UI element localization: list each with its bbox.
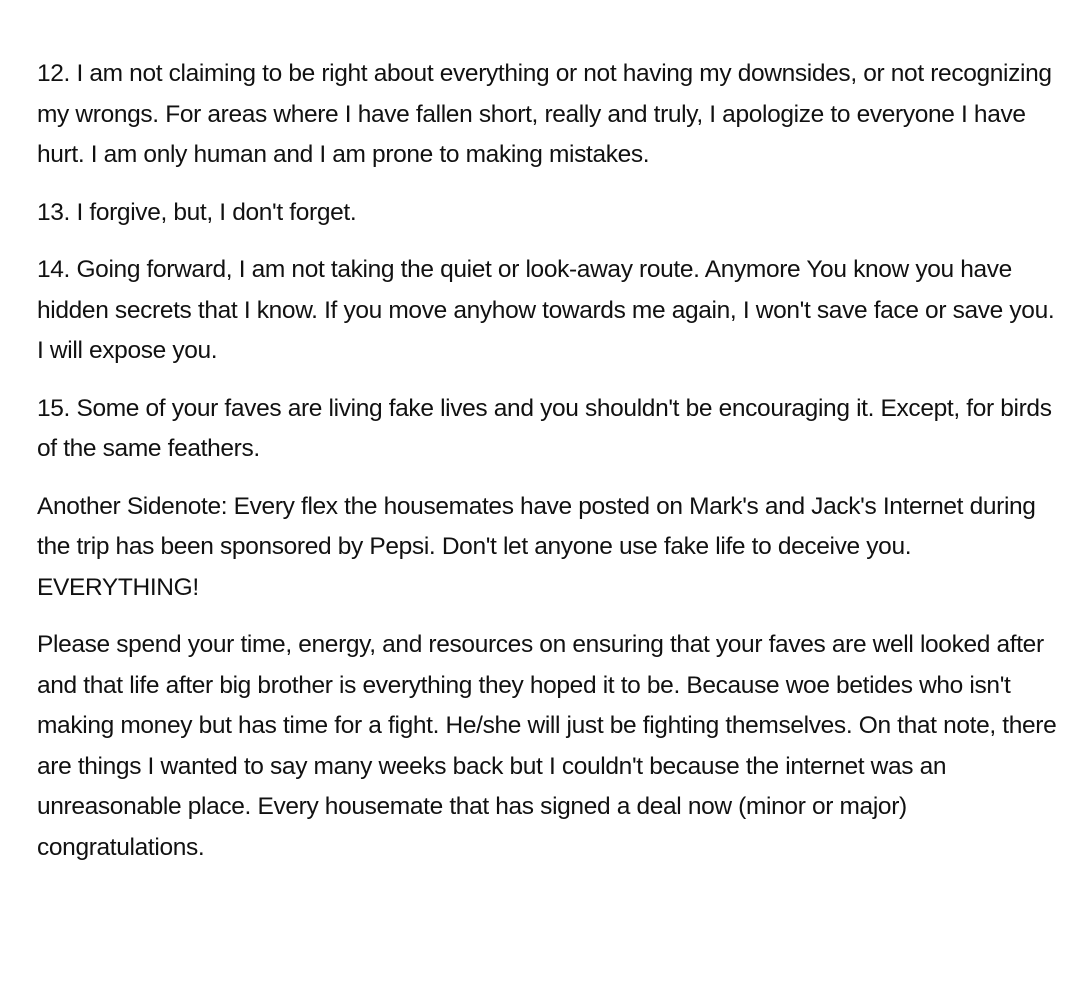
document-body [37,54,1062,885]
paragraph-15: 15. Some of your faves are living fake lives and you shouldn't be encouraging it. Except, for birds of the same feathers. [37,394,1052,462]
paragraph-closing: Please spend your time, energy, and resources on ensuring that your faves are well looked after and that life after big brother is everything they hoped it to be. Because woe betides who isn't making money but has time for a fight. He/she will just be fighting themselves. On that note, there are things I wanted to say many weeks back but I couldn't because the internet was an unreasonable place. Every housemate that has signed a deal now (minor or major) congratulations. [37,631,1057,861]
paragraph-13: 13. I forgive, but, I don't forget. [37,198,357,226]
paragraph-12: 12. I am not claiming to be right about everything or not having my downsides, or not recognizing my wrongs. For areas where I have fallen short, really and truly, I apologize to everyone I have hurt. I am only human and I am prone to making mistakes. [37,60,1052,168]
paragraph-14: 14. Going forward, I am not taking the quiet or look-away route. Anymore You know you have hidden secrets that I know. If you move anyhow towards me again, I won't save face or save you. I will expose you. [37,256,1055,364]
paragraph-sidenote: Another Sidenote: Every flex the housemates have posted on Mark's and Jack's Internet during the trip has been sponsored by Pepsi. Don't let anyone use fake life to deceive you. EVERYTHING! [37,492,1036,601]
